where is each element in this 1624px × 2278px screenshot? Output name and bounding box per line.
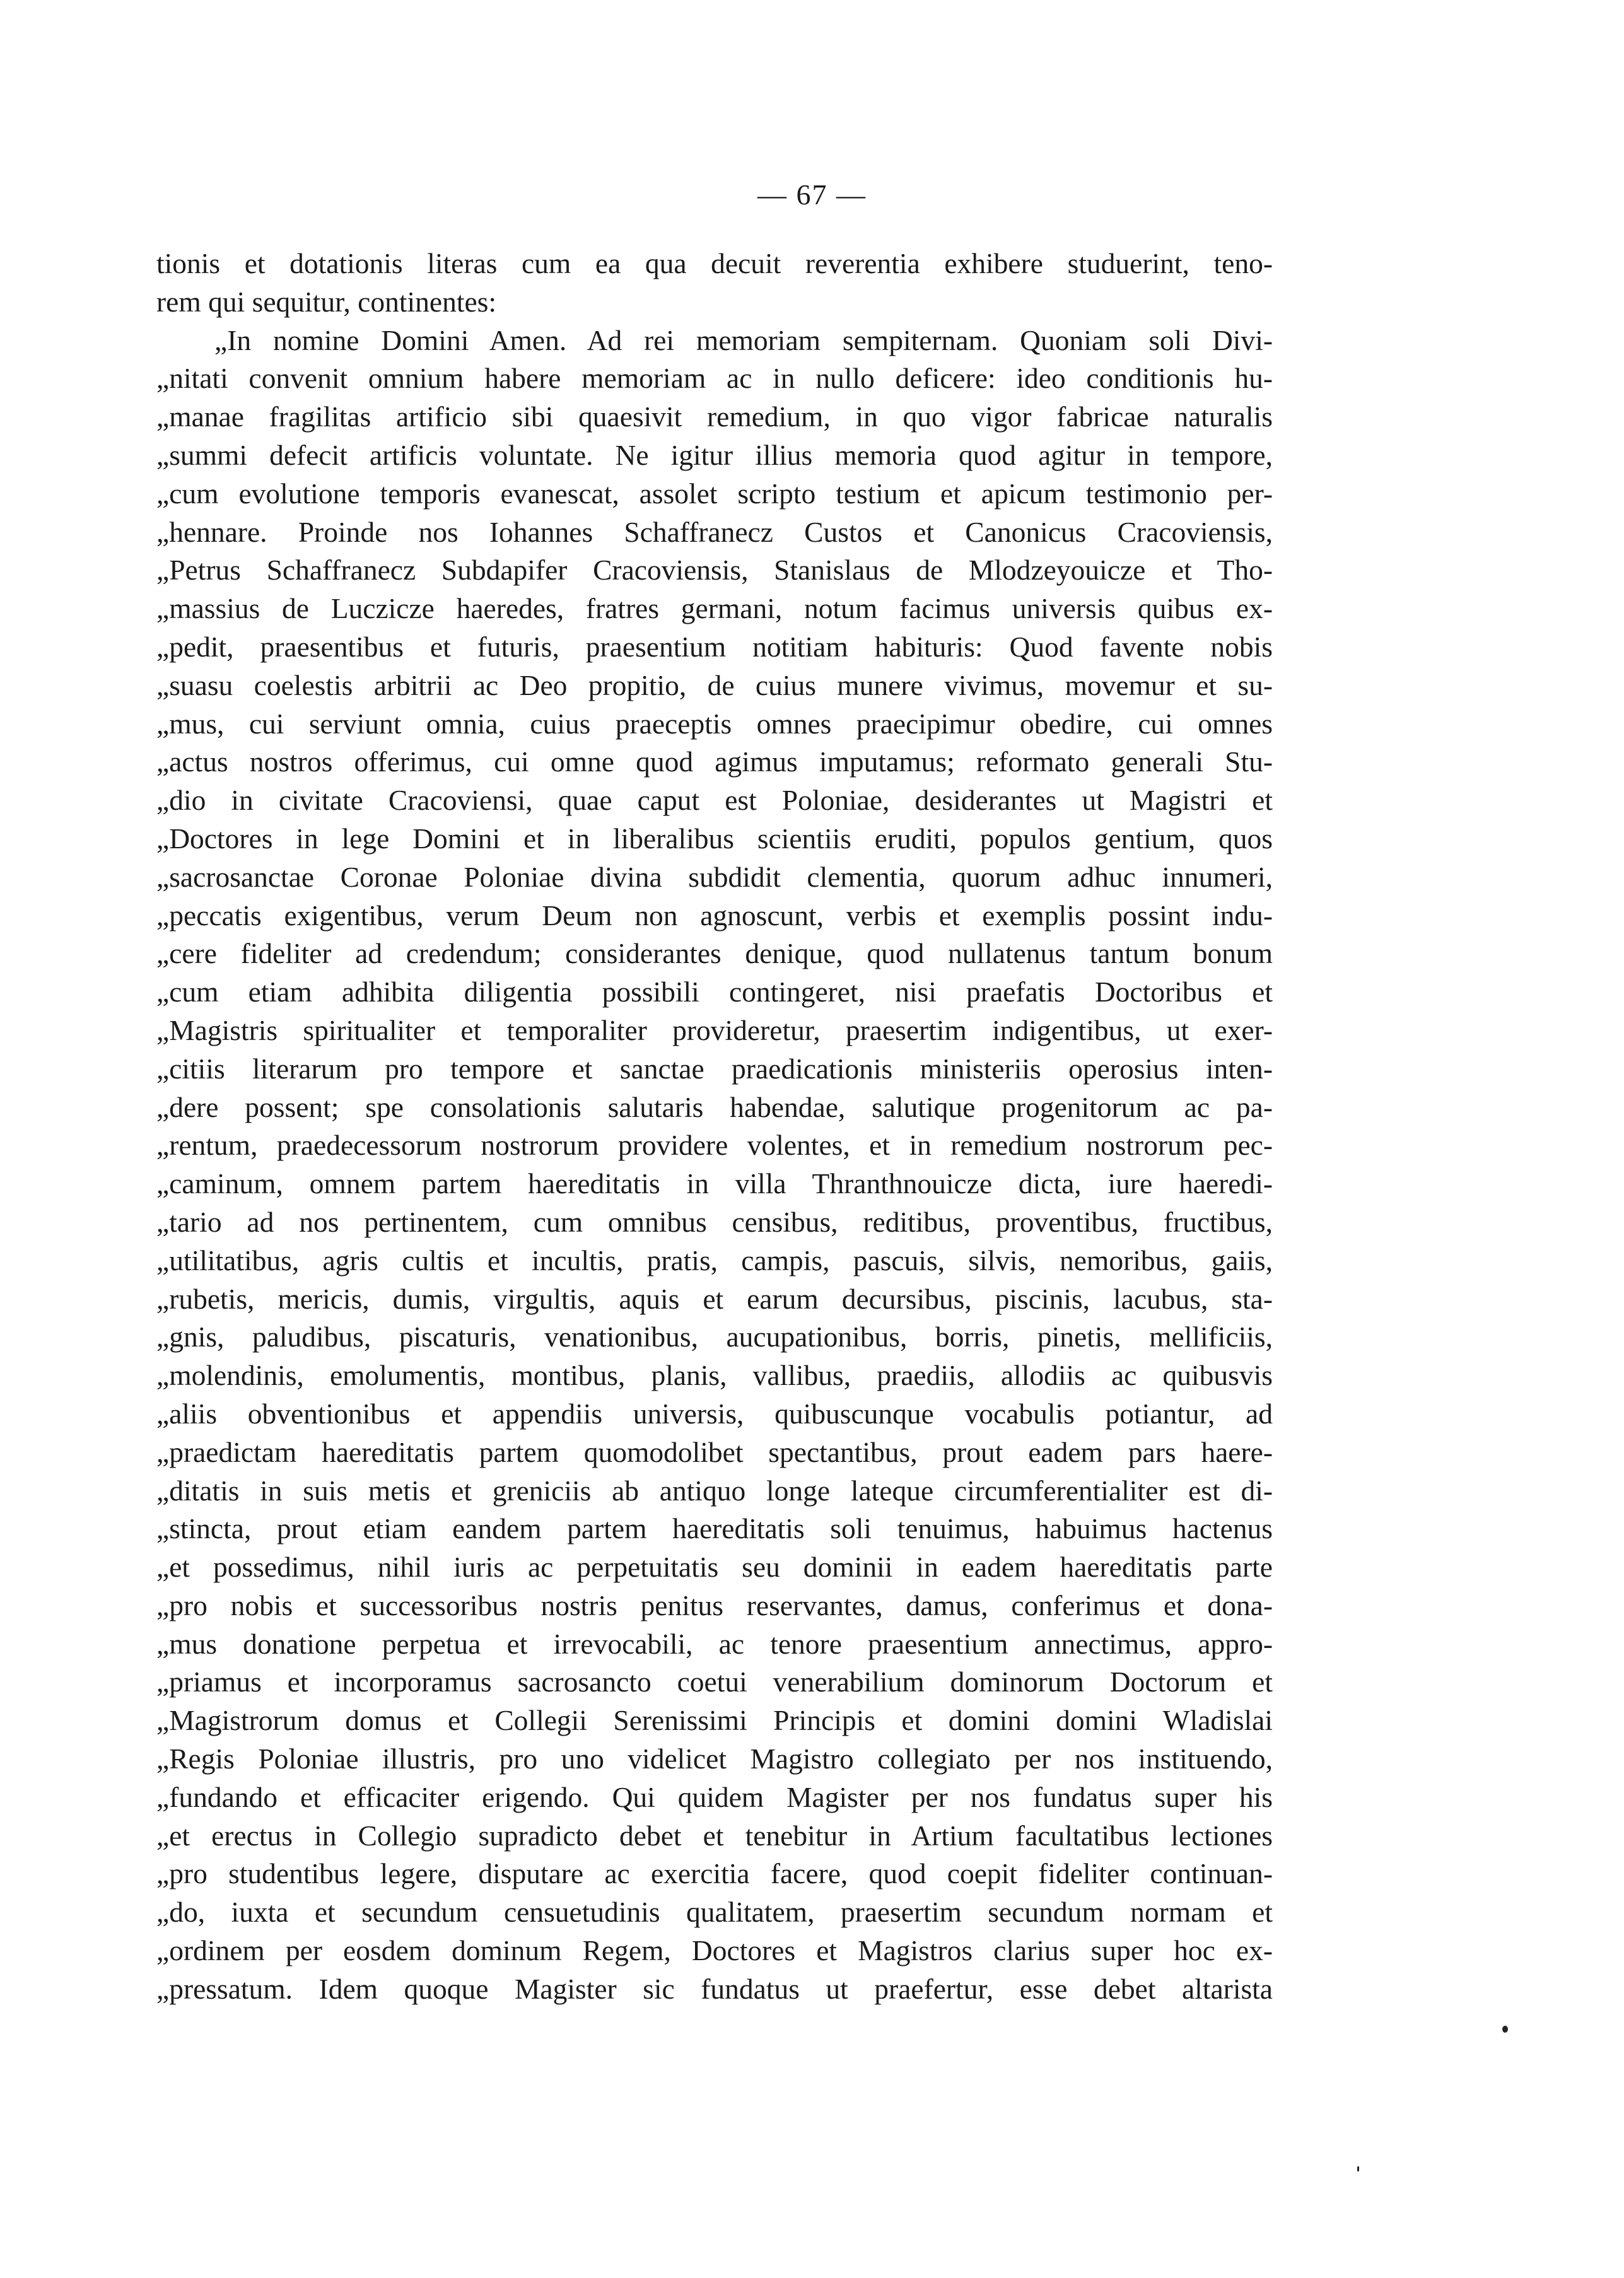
- ink-speck: [1357, 2166, 1359, 2171]
- text-line: „summi defecit artificis voluntate. Ne igitur illius memoria quod agitur in tempore,: [156, 438, 1273, 471]
- text-line: „mus, cui serviunt omnia, cuius praeceptis omnes praecipimur obedire, cui omnes: [156, 707, 1273, 740]
- text-line: „citiis literarum pro tempore et sanctae praedicationis ministeriis operosius inten-: [156, 1052, 1273, 1085]
- ink-speck: [1502, 2026, 1508, 2033]
- text-line: „et possedimus, nihil iuris ac perpetuitatis seu dominii in eadem haereditatis parte: [156, 1551, 1273, 1584]
- text-line: „In nomine Domini Amen. Ad rei memoriam sempiternam. Quoniam soli Divi-: [214, 324, 1273, 356]
- text-line: „pro studentibus legere, disputare ac exercitia facere, quod coepit fideliter continuan-: [156, 1857, 1273, 1890]
- text-line: „pedit, praesentibus et futuris, praesentium notitiam habituris: Quod favente nobis: [156, 630, 1273, 663]
- text-line: „praedictam haereditatis partem quomodolibet spectantibus, prout eadem pars haere-: [156, 1435, 1273, 1468]
- text-line: „Doctores in lege Domini et in liberalibus scientiis eruditi, populos gentium, quos: [156, 822, 1273, 855]
- body-text: [156, 245, 1273, 2009]
- text-line: „Magistrorum domus et Collegii Serenissimi Principis et domini domini Wladislai: [156, 1704, 1273, 1737]
- text-line: „actus nostros offerimus, cui omne quod agimus imputamus; reformato generali Stu-: [156, 745, 1273, 778]
- text-line: „do, iuxta et secundum censuetudinis qualitatem, praesertim secundum normam et: [156, 1896, 1273, 1929]
- text-line: „manae fragilitas artificio sibi quaesivit remedium, in quo vigor fabricae naturalis: [156, 400, 1273, 433]
- text-line: „fundando et efficaciter erigendo. Qui quidem Magister per nos fundatus super his: [156, 1780, 1273, 1813]
- text-line: „hennare. Proinde nos Iohannes Schaffranecz Custos et Canonicus Cracoviensis,: [156, 515, 1273, 548]
- text-line: „pro nobis et successoribus nostris penitus reservantes, damus, conferimus et dona-: [156, 1589, 1273, 1621]
- text-line: „caminum, omnem partem haereditatis in villa Thranthnouicze dicta, iure haeredi-: [156, 1167, 1273, 1200]
- text-line: „ditatis in suis metis et greniciis ab antiquo longe lateque circumferentialiter est di-: [156, 1474, 1273, 1507]
- text-line: „stincta, prout etiam eandem partem haereditatis soli tenuimus, habuimus hactenus: [156, 1512, 1273, 1545]
- text-line: „Regis Poloniae illustris, pro uno videlicet Magistro collegiato per nos instituendo,: [156, 1743, 1273, 1775]
- text-line: „suasu coelestis arbitrii ac Deo propitio, de cuius munere vivimus, movemur et su-: [156, 669, 1273, 701]
- text-line: „peccatis exigentibus, verum Deum non agnoscunt, verbis et exemplis possint indu-: [156, 899, 1273, 932]
- text-line: „molendinis, emolumentis, montibus, planis, vallibus, praediis, allodiis ac quibusvis: [156, 1359, 1273, 1392]
- text-line: „rubetis, mericis, dumis, virgultis, aquis et earum decursibus, piscinis, lacubus, sta-: [156, 1282, 1273, 1315]
- text-line: „tario ad nos pertinentem, cum omnibus censibus, reditibus, proventibus, fructibus,: [156, 1205, 1273, 1238]
- text-line: „Magistris spiritualiter et temporaliter provideretur, praesertim indigentibus, ut exer-: [156, 1013, 1273, 1046]
- text-line: „pressatum. Idem quoque Magister sic fundatus ut praefertur, esse debet altarista: [156, 1972, 1273, 2005]
- text-line: „cum evolutione temporis evanescat, assolet scripto testium et apicum testimonio per-: [156, 477, 1273, 510]
- page-number: — 67 —: [757, 178, 867, 211]
- text-line: rem qui sequitur, continentes:: [156, 285, 497, 318]
- text-line: „ordinem per eosdem dominum Regem, Doctores et Magistros clarius super hoc ex-: [156, 1934, 1273, 1967]
- text-line: „rentum, praedecessorum nostrorum providere volentes, et in remedium nostrorum pec-: [156, 1129, 1273, 1162]
- text-line: „Petrus Schaffranecz Subdapifer Cracoviensis, Stanislaus de Mlodzeyouicze et Tho-: [156, 554, 1273, 587]
- text-line: „gnis, paludibus, piscaturis, venationibus, aucupationibus, borris, pinetis, mellificiis,: [156, 1321, 1273, 1353]
- text-line: tionis et dotationis literas cum ea qua decuit reverentia exhibere studuerint, teno-: [156, 247, 1273, 279]
- text-line: „massius de Luczicze haeredes, fratres germani, notum facimus universis quibus ex-: [156, 592, 1273, 625]
- text-line: „mus donatione perpetua et irrevocabili, ac tenore praesentium annectimus, appro-: [156, 1627, 1273, 1660]
- text-line: „nitati convenit omnium habere memoriam ac in nullo deficere: ideo conditionis hu-: [156, 362, 1273, 395]
- text-line: „sacrosanctae Coronae Poloniae divina subdidit clementia, quorum adhuc innumeri,: [156, 860, 1273, 893]
- text-line: „utilitatibus, agris cultis et incultis, pratis, campis, pascuis, silvis, nemoribus, gaiis,: [156, 1244, 1273, 1276]
- text-line: „cere fideliter ad credendum; considerantes denique, quod nullatenus tantum bonum: [156, 937, 1273, 970]
- text-line: „cum etiam adhibita diligentia possibili contingeret, nisi praefatis Doctoribus et: [156, 976, 1273, 1008]
- text-line: „priamus et incorporamus sacrosancto coetui venerabilium dominorum Doctorum et: [156, 1666, 1273, 1698]
- text-line: „aliis obventionibus et appendiis universis, quibuscunque vocabulis potiantur, ad: [156, 1397, 1273, 1430]
- text-line: „dere possent; spe consolationis salutaris habendae, salutique progenitorum ac pa-: [156, 1090, 1273, 1123]
- text-line: „dio in civitate Cracoviensi, quae caput est Poloniae, desiderantes ut Magistri et: [156, 784, 1273, 817]
- text-line: „et erectus in Collegio supradicto debet et tenebitur in Artium facultatibus lectiones: [156, 1819, 1273, 1852]
